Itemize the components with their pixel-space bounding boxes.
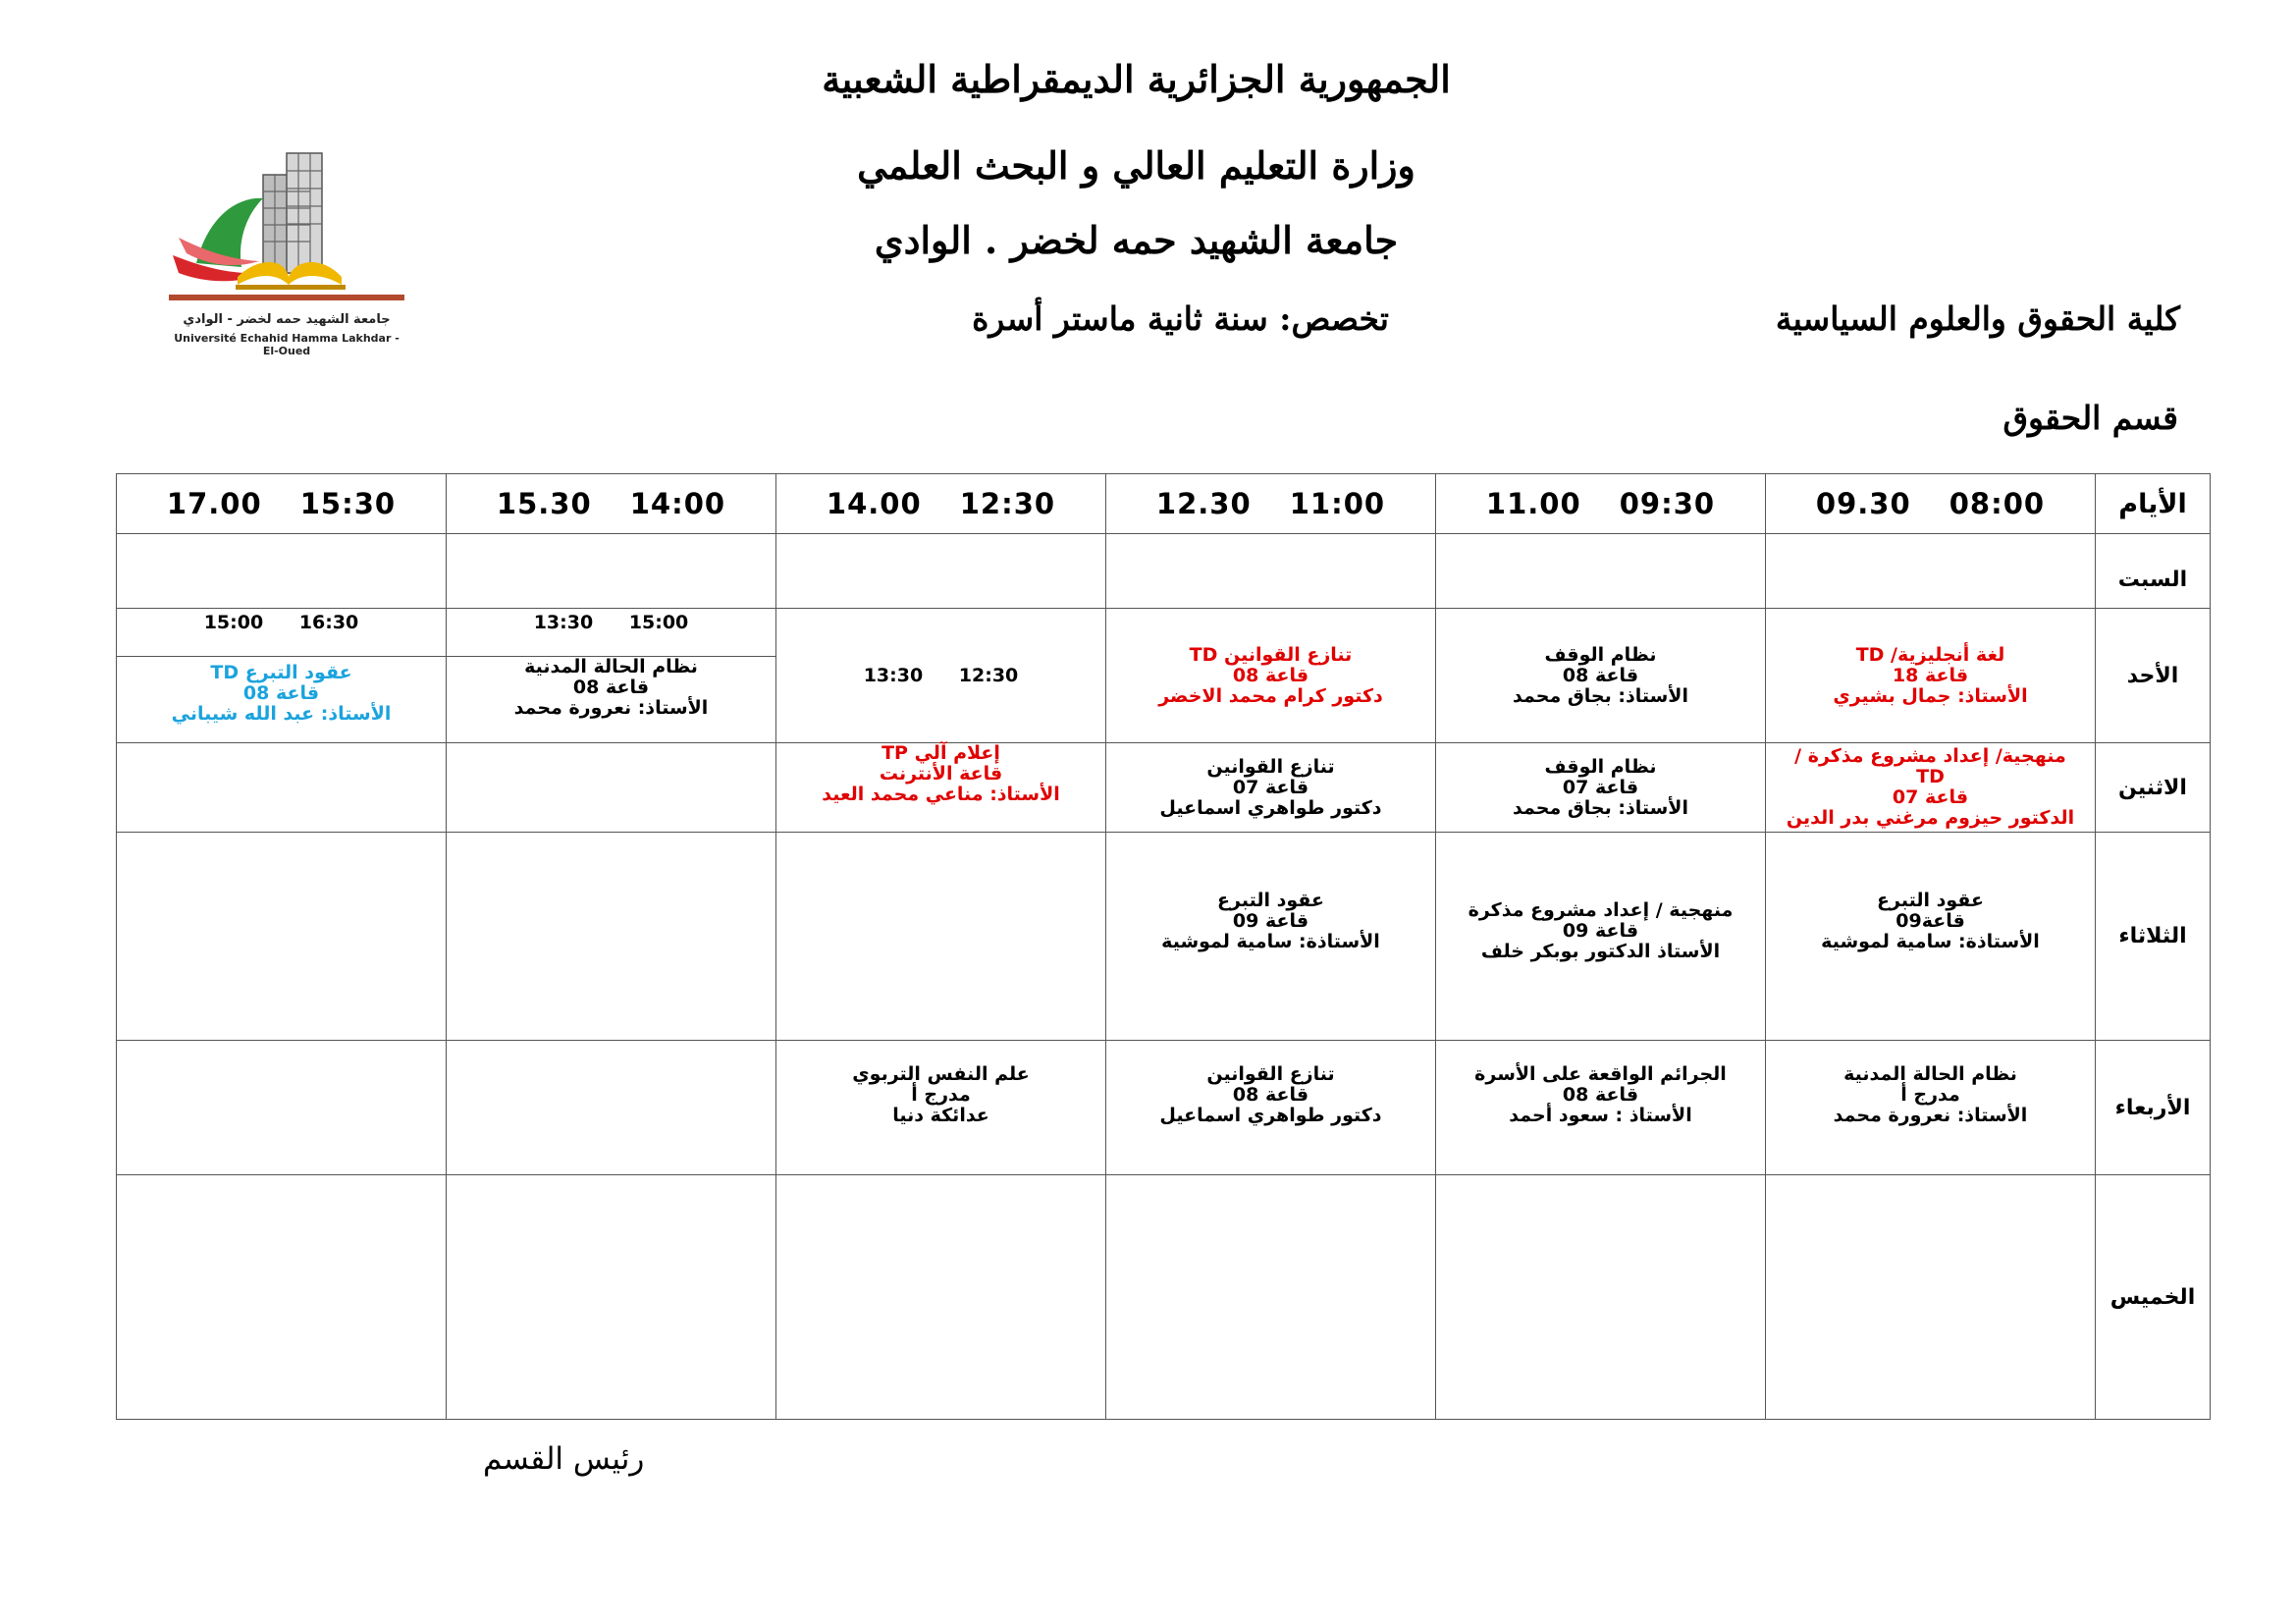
time-slot-6: 17.00 15:30 xyxy=(117,474,447,534)
row-saturday xyxy=(117,534,2211,609)
logo-caption-french: Université Echahid Hamma Lakhdar - El-Oued xyxy=(174,332,400,357)
course-cell xyxy=(1106,609,1436,743)
empty-cell xyxy=(447,534,776,609)
course-cell xyxy=(1436,833,1766,1041)
row-wednesday xyxy=(117,1041,2211,1175)
day-tuesday: الثلاثاء xyxy=(2096,833,2211,1041)
course-room: قاعة 09 xyxy=(1562,920,1639,942)
course-cell xyxy=(117,609,447,743)
row-tuesday xyxy=(117,833,2211,1041)
course-room: قاعة09 xyxy=(1896,910,1965,932)
empty-cell xyxy=(117,833,447,1041)
course-teacher: الأستاذ: نعرورة محمد xyxy=(513,697,709,719)
course-title: تنازع القوانين xyxy=(1206,1062,1335,1085)
empty-cell xyxy=(776,833,1106,1041)
empty-cell xyxy=(117,1041,447,1175)
course-cell xyxy=(1766,1041,2096,1175)
course-title: لغة أنجليزية/ TD xyxy=(1855,643,2005,666)
days-header: الأيام xyxy=(2096,474,2211,534)
day-sunday: الأحد xyxy=(2096,609,2211,743)
course-title: منهجية / إعداد مشروع مذكرة xyxy=(1468,899,1734,921)
course-cell xyxy=(1436,1041,1766,1175)
course-room: قاعة الأنترنت xyxy=(879,763,1003,785)
course-teacher: دكتور طواهري اسماعيل xyxy=(1159,796,1382,819)
course-cell xyxy=(1436,743,1766,833)
university-title: جامعة الشهيد حمه لخضر . الوادي xyxy=(874,218,1399,262)
course-teacher: الأستاذ: جمال بشيري xyxy=(1833,684,2028,707)
course-title: الجرائم الواقعة على الأسرة xyxy=(1474,1062,1727,1085)
course-cell xyxy=(1106,1041,1436,1175)
empty-cell xyxy=(1436,534,1766,609)
time-slot-3: 12.30 11:00 xyxy=(1106,474,1436,534)
course-cell xyxy=(1436,609,1766,743)
day-wednesday: الأربعاء xyxy=(2096,1041,2211,1175)
course-cell xyxy=(1106,833,1436,1041)
course-title: عقود التبرع TD xyxy=(210,662,352,683)
course-teacher: الأستاذ: نعرورة محمد xyxy=(1833,1104,2028,1126)
logo-graphic xyxy=(169,147,404,314)
course-teacher: دكتور كرام محمد الاخضر xyxy=(1158,684,1383,707)
day-saturday: السبت xyxy=(2096,534,2211,609)
course-room: قاعة 08 xyxy=(572,677,650,698)
faculty-name: كلية الحقوق والعلوم السياسية xyxy=(1775,299,2180,338)
course-cell xyxy=(447,609,776,743)
course-teacher: الأستاذ: بجاق محمد xyxy=(1513,796,1688,819)
course-cell xyxy=(1766,743,2096,833)
session-time: 13:30 12:30 xyxy=(776,609,1106,743)
university-logo xyxy=(169,147,404,355)
logo-caption-arabic: جامعة الشهيد حمه لخضر - الوادي xyxy=(183,312,391,327)
course-cell xyxy=(776,1041,1106,1175)
course-room: قاعة 08 xyxy=(1562,1083,1639,1106)
empty-cell xyxy=(447,1041,776,1175)
empty-cell xyxy=(1766,534,2096,609)
department-head-signature: رئيس القسم xyxy=(483,1441,645,1477)
course-title: تنازع القوانين xyxy=(1206,755,1335,778)
republic-title: الجمهورية الجزائرية الديمقراطية الشعبية xyxy=(822,57,1451,101)
course-type: TD xyxy=(1916,766,1945,787)
course-title: نظام الوقف xyxy=(1544,643,1657,666)
course-block xyxy=(117,657,446,743)
course-room: قاعة 08 xyxy=(1562,664,1639,686)
session-time: 15:00 16:30 xyxy=(117,609,446,657)
specialty-label: تخصص: سنة ثانية ماستر أسرة xyxy=(972,299,1389,338)
time-slot-4: 14.00 12:30 xyxy=(776,474,1106,534)
split-cell xyxy=(447,609,775,742)
course-title: نظام الوقف xyxy=(1544,755,1657,778)
empty-cell xyxy=(1106,1175,1436,1420)
day-thursday: الخميس xyxy=(2096,1175,2211,1420)
empty-cell xyxy=(447,1175,776,1420)
ministry-title: وزارة التعليم العالي و البحث العلمي xyxy=(857,143,1415,188)
day-monday: الاثنين xyxy=(2096,743,2211,833)
course-room: قاعة 08 xyxy=(242,682,320,704)
course-teacher: الأستاذ: مناعي محمد العيد xyxy=(822,784,1060,805)
course-title: عقود التبرع xyxy=(1877,890,1984,911)
course-title: منهجية/ إعداد مشروع مذكرة / xyxy=(1794,745,2066,767)
course-cell xyxy=(776,743,1106,833)
course-teacher: الدكتور حيزوم مرغني بدر الدين xyxy=(1786,807,2075,829)
course-title: نظام الحالة المدنية xyxy=(524,656,698,677)
course-room: قاعة 07 xyxy=(1562,776,1639,798)
course-teacher: الأستاذ: بجاق محمد xyxy=(1513,684,1688,707)
time-slot-2: 11.00 09:30 xyxy=(1436,474,1766,534)
course-block xyxy=(447,657,775,743)
course-teacher: الأستاذ: عبد الله شيباني xyxy=(171,703,392,725)
split-cell xyxy=(117,609,446,742)
course-title: نظام الحالة المدنية xyxy=(1843,1062,2017,1085)
empty-cell xyxy=(1766,1175,2096,1420)
empty-cell xyxy=(776,534,1106,609)
course-room: قاعة 18 xyxy=(1892,664,1969,686)
course-title: عقود التبرع xyxy=(1217,890,1324,911)
empty-cell xyxy=(117,1175,447,1420)
course-teacher: الأستاذة: سامية لموشية xyxy=(1161,931,1380,952)
course-teacher: الأستاذة: سامية لموشية xyxy=(1821,931,2040,952)
empty-cell xyxy=(447,743,776,833)
course-cell xyxy=(1106,743,1436,833)
department-name: قسم الحقوق xyxy=(2002,399,2178,437)
course-teacher: الأستاذ : سعود أحمد xyxy=(1509,1104,1692,1126)
time-slot-1: 09.30 08:00 xyxy=(1766,474,2096,534)
empty-cell xyxy=(1436,1175,1766,1420)
session-time: 13:30 15:00 xyxy=(447,609,775,657)
course-title: علم النفس التربوي xyxy=(852,1062,1030,1085)
course-room: قاعة 07 xyxy=(1232,776,1309,798)
course-teacher: عدائكة دنيا xyxy=(892,1104,989,1126)
row-sunday xyxy=(117,609,2211,743)
course-room: قاعة 08 xyxy=(1232,664,1309,686)
empty-cell xyxy=(1106,534,1436,609)
empty-cell xyxy=(117,743,447,833)
time-slot-5: 15.30 14:00 xyxy=(447,474,776,534)
course-teacher: الأستاذ الدكتور بوبكر خلف xyxy=(1480,941,1721,962)
empty-cell xyxy=(447,833,776,1041)
course-title: تنازع القوانين TD xyxy=(1189,643,1353,666)
course-title: إعلام آلي TP xyxy=(881,742,1000,764)
empty-cell xyxy=(117,534,447,609)
timetable-header-row xyxy=(117,474,2211,534)
course-room: قاعة 07 xyxy=(1892,786,1969,808)
course-teacher: دكتور طواهري اسماعيل xyxy=(1159,1104,1382,1126)
course-cell xyxy=(1766,609,2096,743)
timetable xyxy=(116,473,2211,1420)
row-thursday xyxy=(117,1175,2211,1420)
course-room: قاعة 09 xyxy=(1232,910,1309,932)
row-monday xyxy=(117,743,2211,833)
empty-cell xyxy=(776,1175,1106,1420)
course-cell xyxy=(1766,833,2096,1041)
course-room: مدرج أ xyxy=(911,1083,971,1106)
course-room: مدرج أ xyxy=(1900,1083,1960,1106)
course-room: قاعة 08 xyxy=(1232,1083,1309,1106)
